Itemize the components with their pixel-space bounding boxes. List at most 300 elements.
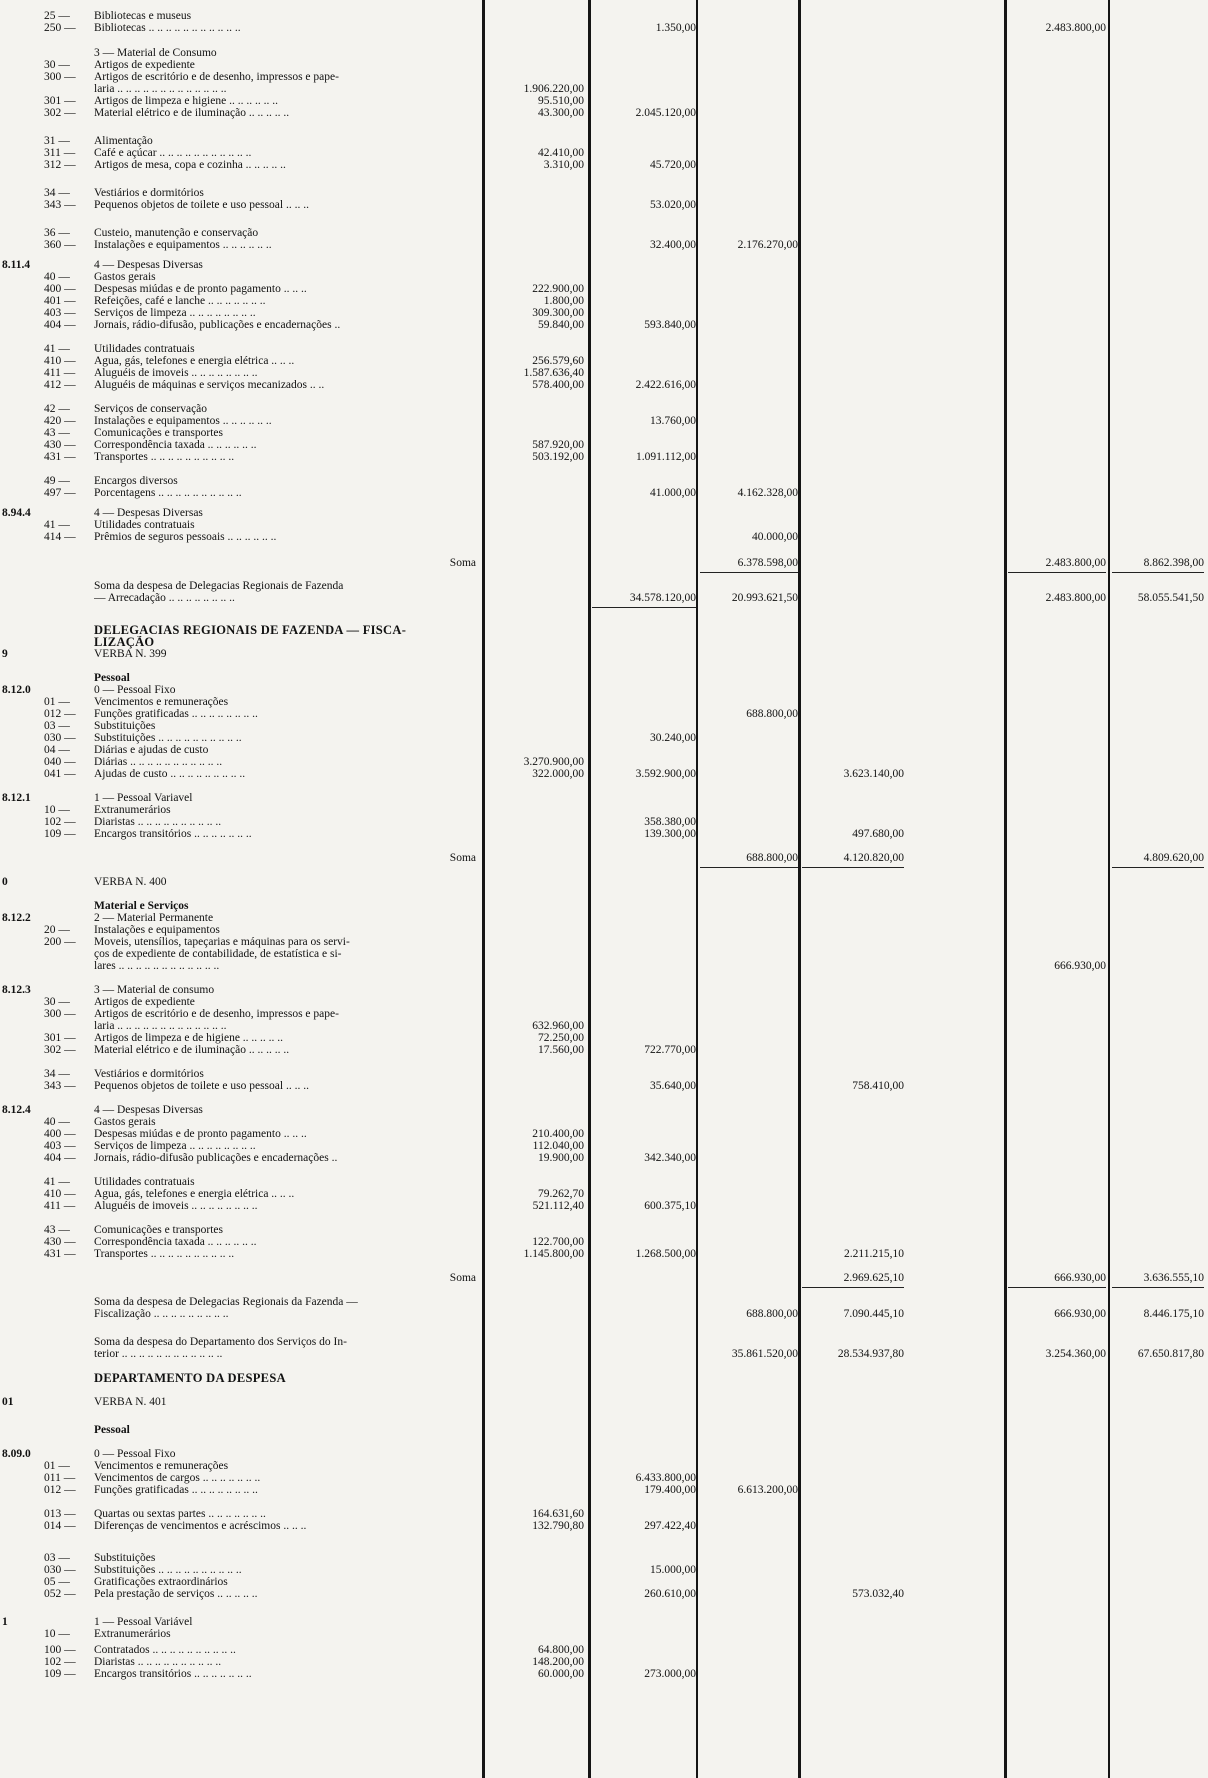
amount-c3: 4.162.328,00 [737, 487, 798, 499]
amount-c3: 40.000,00 [752, 531, 798, 543]
amount-c3: 688.800,00 [746, 1308, 798, 1320]
item-code: 43 — [44, 1224, 70, 1236]
item-description: Extranumerários [94, 804, 171, 816]
amount-c1: 43.300,00 [538, 107, 584, 119]
item-description: Substituições .. .. .. .. .. .. .. .. .. .. [94, 1564, 242, 1576]
ledger-row [0, 1308, 1208, 1321]
ledger-row [0, 159, 1208, 172]
item-description: 0 — Pessoal Fixo [94, 684, 176, 696]
item-description: VERBA N. 399 [94, 648, 167, 660]
amount-c2: 1.268.500,00 [635, 1248, 696, 1260]
item-code: 011 — [44, 1472, 76, 1484]
item-code: 01 — [44, 696, 70, 708]
amount-c2: 1.350,00 [655, 22, 696, 34]
soma-label: Soma [449, 1272, 476, 1284]
ledger-row [0, 531, 1208, 544]
item-description: Vestiários e dormitórios [94, 1068, 204, 1080]
item-code: 430 — [44, 439, 76, 451]
item-description: Comunicações e transportes [94, 427, 224, 439]
section-number: 8.94.4 [2, 507, 31, 519]
amount-c1: 210.400,00 [532, 1128, 584, 1140]
ledger-row [0, 451, 1208, 464]
item-description: Pessoal [94, 672, 130, 684]
ledger-row [0, 768, 1208, 781]
amount-c6: 58.055.541,50 [1137, 592, 1204, 604]
item-code: 410 — [44, 355, 76, 367]
amount-c1: 256.579,60 [532, 355, 584, 367]
item-description: 1 — Pessoal Variavel [94, 792, 193, 804]
amount-c3: 2.176.270,00 [737, 239, 798, 251]
item-code: 109 — [44, 828, 76, 840]
item-description: — Arrecadação .. .. .. .. .. .. .. .. [94, 592, 235, 604]
item-code: 03 — [44, 1552, 70, 1564]
item-description: Serviços de limpeza .. .. .. .. .. .. .. .. [94, 1140, 256, 1152]
ledger-row [0, 648, 1208, 661]
item-code: 404 — [44, 319, 76, 331]
item-code: 040 — [44, 756, 76, 768]
item-description: terior .. .. .. .. .. .. .. .. .. .. .. .. [94, 1348, 223, 1360]
item-description: DEPARTAMENTO DA DESPESA [94, 1372, 286, 1385]
amount-c2: 13.760,00 [650, 415, 696, 427]
item-code: 400 — [44, 283, 76, 295]
amount-c1: 72.250,00 [538, 1032, 584, 1044]
item-description: ços de expediente de contabilidade, de estatística e si- [94, 948, 342, 960]
ledger-row [0, 22, 1208, 35]
item-description: Diaristas .. .. .. .. .. .. .. .. .. .. [94, 1656, 222, 1668]
amount-c6: 8.446.175,10 [1143, 1308, 1204, 1320]
ledger-row [0, 319, 1208, 332]
amount-c5: 2.483.800,00 [1045, 22, 1106, 34]
item-code: 012 — [44, 1484, 76, 1496]
item-code: 012 — [44, 708, 76, 720]
item-description: Vestiários e dormitórios [94, 187, 204, 199]
item-description: Utilidades contratuais [94, 343, 195, 355]
amount-c1: 632.960,00 [532, 1020, 584, 1032]
item-description: Despesas miúdas e de pronto pagamento .. .. .. [94, 1128, 307, 1140]
item-description: lares .. .. .. .. .. .. .. .. .. .. .. .. [94, 960, 220, 972]
item-description: Diárias .. .. .. .. .. .. .. .. .. .. .. [94, 756, 223, 768]
item-description: 3 — Material de Consumo [94, 47, 217, 59]
total-rule [1112, 572, 1204, 573]
amount-c1: 587.920,00 [532, 439, 584, 451]
item-description: Vencimentos e remunerações [94, 1460, 229, 1472]
item-description: Extranumerários [94, 1628, 171, 1640]
item-description: 1 — Pessoal Variável [94, 1616, 193, 1628]
item-code: 013 — [44, 1508, 76, 1520]
item-description: Material elétrico e de iluminação .. .. .. .. .. [94, 1044, 290, 1056]
item-code: 05 — [44, 1576, 70, 1588]
item-description: Ajudas de custo .. .. .. .. .. .. .. .. .. [94, 768, 246, 780]
amount-c5: 2.483.800,00 [1045, 557, 1106, 569]
item-description: laria .. .. .. .. .. .. .. .. .. .. .. .. .. [94, 1020, 227, 1032]
item-description: Bibliotecas e museus [94, 10, 192, 22]
amount-c2: 3.592.900,00 [635, 768, 696, 780]
item-code: 300 — [44, 71, 76, 83]
ledger-row [0, 199, 1208, 212]
amount-c2: 593.840,00 [644, 319, 696, 331]
item-code: 431 — [44, 451, 76, 463]
section-number: 1 [2, 1616, 8, 1628]
item-description: Funções gratificadas .. .. .. .. .. .. .. .. [94, 1484, 258, 1496]
item-description: Bibliotecas .. .. .. .. .. .. .. .. .. .. .. [94, 22, 241, 34]
section-number: 8.09.0 [2, 1448, 31, 1460]
item-description: Pequenos objetos de toilete e uso pessoal .. .. .. [94, 1080, 309, 1092]
item-description: 4 — Despesas Diversas [94, 1104, 203, 1116]
item-description: Artigos de escritório e de desenho, impressos e pape- [94, 1008, 339, 1020]
item-description: Transportes .. .. .. .. .. .. .. .. .. .. [94, 1248, 235, 1260]
item-description: Pessoal [94, 1424, 130, 1436]
item-code: 10 — [44, 804, 70, 816]
item-description: Contratados .. .. .. .. .. .. .. .. .. .. [94, 1644, 236, 1656]
amount-c1: 79.262,70 [538, 1188, 584, 1200]
item-description: Pela prestação de serviços .. .. .. .. .. [94, 1588, 258, 1600]
item-description: Substituições [94, 1552, 156, 1564]
item-description: Artigos de expediente [94, 996, 195, 1008]
total-rule [802, 867, 904, 868]
item-description: Despesas miúdas e de pronto pagamento .. .. .. [94, 283, 307, 295]
amount-c5: 3.254.360,00 [1045, 1348, 1106, 1360]
item-code: 302 — [44, 107, 76, 119]
section-number: 8.12.0 [2, 684, 31, 696]
item-description: Gastos gerais [94, 271, 156, 283]
item-description: Artigos de escritório e de desenho, impressos e pape- [94, 71, 339, 83]
item-description: 3 — Material de consumo [94, 984, 215, 996]
amount-c1: 322.000,00 [532, 768, 584, 780]
item-code: 430 — [44, 1236, 76, 1248]
ledger-row [0, 852, 1208, 865]
ledger-row [0, 487, 1208, 500]
amount-c4: 497.680,00 [852, 828, 904, 840]
item-description: Substituições .. .. .. .. .. .. .. .. .. .. [94, 732, 242, 744]
amount-c6: 67.650.817,80 [1137, 1348, 1204, 1360]
item-description: 4 — Despesas Diversas [94, 507, 203, 519]
item-description: Jornais, rádio-difusão, publicações e encadernações .. [94, 319, 341, 331]
amount-c6: 4.809.620,00 [1143, 852, 1204, 864]
item-code: 400 — [44, 1128, 76, 1140]
item-code: 102 — [44, 1656, 76, 1668]
item-code: 300 — [44, 1008, 76, 1020]
item-code: 42 — [44, 403, 70, 415]
item-description: Encargos transitórios .. .. .. .. .. .. .. [94, 828, 252, 840]
item-code: 404 — [44, 1152, 76, 1164]
amount-c1: 164.631,60 [532, 1508, 584, 1520]
total-rule [700, 572, 798, 573]
item-description: Material e Serviços [94, 900, 189, 912]
item-code: 01 — [44, 1460, 70, 1472]
ledger-row [0, 1080, 1208, 1093]
item-description: Aluguéis de imoveis .. .. .. .. .. .. .. .. [94, 1200, 258, 1212]
item-code: 102 — [44, 816, 76, 828]
amount-c1: 60.000,00 [538, 1668, 584, 1680]
amount-c2: 41.000,00 [650, 487, 696, 499]
amount-c1: 1.906.220,00 [523, 83, 584, 95]
amount-c5: 666.930,00 [1054, 1272, 1106, 1284]
amount-c1: 222.900,00 [532, 283, 584, 295]
amount-c2: 15.000,00 [650, 1564, 696, 1576]
item-description: Serviços de limpeza .. .. .. .. .. .. .. .. [94, 307, 256, 319]
section-number: 8.12.3 [2, 984, 31, 996]
amount-c1: 521.112,40 [532, 1200, 584, 1212]
amount-c1: 64.800,00 [538, 1644, 584, 1656]
amount-c4: 3.623.140,00 [843, 768, 904, 780]
ledger-row [0, 1484, 1208, 1497]
amount-c4: 2.211.215,10 [844, 1248, 904, 1260]
item-code: 410 — [44, 1188, 76, 1200]
item-code: 411 — [44, 1200, 76, 1212]
ledger-row [0, 1424, 1208, 1437]
amount-c6: 8.862.398,00 [1143, 557, 1204, 569]
section-number: 8.12.4 [2, 1104, 31, 1116]
item-description: Vencimentos de cargos .. .. .. .. .. .. .. [94, 1472, 261, 1484]
item-description: Diárias e ajudas de custo [94, 744, 209, 756]
item-description: Jornais, rádio-difusão publicações e encadernações .. [94, 1152, 338, 1164]
item-description: Custeio, manutenção e conservação [94, 227, 259, 239]
total-rule [700, 867, 798, 868]
item-description: VERBA N. 401 [94, 1396, 167, 1408]
item-description: 2 — Material Permanente [94, 912, 214, 924]
amount-c1: 3.310,00 [543, 159, 584, 171]
item-code: 250 — [44, 22, 76, 34]
item-description: Agua, gás, telefones e energia elétrica .. .. .. [94, 1188, 295, 1200]
item-description: Serviços de conservação [94, 403, 208, 415]
ledger-row [0, 1044, 1208, 1057]
amount-c1: 3.270.900,00 [523, 756, 584, 768]
item-code: 41 — [44, 343, 70, 355]
total-rule [1112, 867, 1204, 868]
item-description: Comunicações e transportes [94, 1224, 224, 1236]
item-description: Soma da despesa de Delegacias Regionais da Fazenda — [94, 1296, 358, 1308]
amount-c2: 358.380,00 [644, 816, 696, 828]
item-description: Fiscalização .. .. .. .. .. .. .. .. .. [94, 1308, 229, 1320]
amount-c5: 2.483.800,00 [1045, 592, 1106, 604]
item-description: Utilidades contratuais [94, 519, 195, 531]
amount-c2: 2.045.120,00 [635, 107, 696, 119]
item-code: 497 — [44, 487, 76, 499]
ledger-row [0, 1520, 1208, 1533]
amount-c1: 132.790,80 [532, 1520, 584, 1532]
ledger-row [0, 828, 1208, 841]
ledger-row [0, 1248, 1208, 1261]
amount-c1: 1.145.800,00 [523, 1248, 584, 1260]
item-code: 411 — [44, 367, 76, 379]
item-code: 311 — [44, 147, 76, 159]
item-code: 100 — [44, 1644, 76, 1656]
item-description: Porcentagens .. .. .. .. .. .. .. .. .. .. [94, 487, 242, 499]
item-description: Café e açúcar .. .. .. .. .. .. .. .. .. .. .. [94, 147, 252, 159]
amount-c3: 6.378.598,00 [737, 557, 798, 569]
item-code: 40 — [44, 271, 70, 283]
item-code: 41 — [44, 1176, 70, 1188]
amount-c4: 573.032,40 [852, 1588, 904, 1600]
amount-c1: 112.040,00 [532, 1140, 584, 1152]
item-code: 401 — [44, 295, 76, 307]
amount-c2: 45.720,00 [650, 159, 696, 171]
amount-c3: 688.800,00 [746, 852, 798, 864]
item-description: LIZAÇÃO [94, 636, 155, 649]
amount-c2: 297.422,40 [644, 1520, 696, 1532]
amount-c2: 1.091.112,00 [636, 451, 696, 463]
amount-c3: 20.993.621,50 [731, 592, 798, 604]
item-code: 030 — [44, 1564, 76, 1576]
total-rule [1008, 1287, 1106, 1288]
amount-c4: 7.090.445,10 [843, 1308, 904, 1320]
item-description: Prêmios de seguros pessoais .. .. .. .. .. .. [94, 531, 277, 543]
ledger-row [0, 1372, 1208, 1385]
item-code: 360 — [44, 239, 76, 251]
item-code: 302 — [44, 1044, 76, 1056]
section-number: 01 [2, 1396, 14, 1408]
total-rule [592, 607, 696, 608]
ledger-row [0, 1200, 1208, 1213]
item-code: 10 — [44, 1628, 70, 1640]
item-code: 34 — [44, 1068, 70, 1080]
ledger-row [0, 1668, 1208, 1681]
item-code: 41 — [44, 519, 70, 531]
item-code: 200 — [44, 936, 76, 948]
item-description: Soma da despesa do Departamento dos Serviços do In- [94, 1336, 347, 1348]
amount-c2: 6.433.800,00 [635, 1472, 696, 1484]
item-description: Gastos gerais [94, 1116, 156, 1128]
amount-c2: 600.375,10 [644, 1200, 696, 1212]
item-code: 403 — [44, 307, 76, 319]
item-description: 0 — Pessoal Fixo [94, 1448, 176, 1460]
item-code: 030 — [44, 732, 76, 744]
item-description: DELEGACIAS REGIONAIS DE FAZENDA — FISCA- [94, 624, 407, 637]
item-description: Quartas ou sextas partes .. .. .. .. .. .. .. [94, 1508, 266, 1520]
item-code: 40 — [44, 1116, 70, 1128]
amount-c2: 2.422.616,00 [635, 379, 696, 391]
item-code: 36 — [44, 227, 70, 239]
amount-c1: 19.900,00 [538, 1152, 584, 1164]
ledger-row [0, 592, 1208, 605]
item-description: Correspondência taxada .. .. .. .. .. .. [94, 1236, 257, 1248]
item-code: 31 — [44, 135, 70, 147]
item-code: 420 — [44, 415, 76, 427]
item-code: 412 — [44, 379, 76, 391]
ledger-row [0, 1348, 1208, 1361]
item-description: Material elétrico e de iluminação .. .. .. .. .. [94, 107, 290, 119]
amount-c2: 35.640,00 [650, 1080, 696, 1092]
item-code: 312 — [44, 159, 76, 171]
item-code: 04 — [44, 744, 70, 756]
item-code: 414 — [44, 531, 76, 543]
amount-c2: 139.300,00 [644, 828, 696, 840]
item-description: Aluguéis de máquinas e serviços mecanizados .. .. [94, 379, 325, 391]
amount-c2: 34.578.120,00 [629, 592, 696, 604]
item-code: 109 — [44, 1668, 76, 1680]
item-description: Transportes .. .. .. .. .. .. .. .. .. .. [94, 451, 235, 463]
item-description: Vencimentos e remunerações [94, 696, 229, 708]
item-code: 343 — [44, 1080, 76, 1092]
item-description: Moveis, utensílios, tapeçarias e máquinas para os servi- [94, 936, 350, 948]
item-description: Funções gratificadas .. .. .. .. .. .. .. .. [94, 708, 258, 720]
item-description: Aluguéis de imoveis .. .. .. .. .. .. .. .. [94, 367, 258, 379]
item-description: Correspondência taxada .. .. .. .. .. .. [94, 439, 257, 451]
ledger-row [0, 379, 1208, 392]
item-description: 4 — Despesas Diversas [94, 259, 203, 271]
item-code: 343 — [44, 199, 76, 211]
ledger-row [0, 557, 1208, 570]
amount-c4: 2.969.625,10 [843, 1272, 904, 1284]
item-description: Artigos de expediente [94, 59, 195, 71]
ledger-row [0, 1272, 1208, 1285]
item-code: 20 — [44, 924, 70, 936]
item-description: Artigos de mesa, copa e cozinha .. .. .. .. .. [94, 159, 286, 171]
amount-c2: 273.000,00 [644, 1668, 696, 1680]
soma-label: Soma [449, 852, 476, 864]
amount-c1: 59.840,00 [538, 319, 584, 331]
section-number: 8.12.1 [2, 792, 31, 804]
ledger-row [0, 876, 1208, 889]
item-description: Refeições, café e lanche .. .. .. .. .. .. .. [94, 295, 266, 307]
section-number: 8.11.4 [2, 259, 31, 271]
soma-label: Soma [449, 557, 476, 569]
ledger-row [0, 107, 1208, 120]
item-description: Instalações e equipamentos .. .. .. .. .. .. [94, 239, 272, 251]
item-code: 25 — [44, 10, 70, 22]
item-description: Substituições [94, 720, 156, 732]
amount-c1: 122.700,00 [532, 1236, 584, 1248]
item-description: Artigos de limpeza e de higiene .. .. .. .. .. [94, 1032, 284, 1044]
item-code: 03 — [44, 720, 70, 732]
item-description: laria .. .. .. .. .. .. .. .. .. .. .. .. .. [94, 83, 227, 95]
amount-c2: 722.770,00 [644, 1044, 696, 1056]
item-description: Artigos de limpeza e higiene .. .. .. .. .. .. [94, 95, 278, 107]
item-description: Diaristas .. .. .. .. .. .. .. .. .. .. [94, 816, 222, 828]
item-code: 301 — [44, 95, 76, 107]
section-number: 8.12.2 [2, 912, 31, 924]
amount-c2: 260.610,00 [644, 1588, 696, 1600]
item-description: Alimentação [94, 135, 153, 147]
amount-c1: 503.192,00 [532, 451, 584, 463]
amount-c4: 4.120.820,00 [843, 852, 904, 864]
total-rule [1008, 572, 1106, 573]
total-rule [802, 1287, 904, 1288]
item-code: 041 — [44, 768, 76, 780]
item-description: Pequenos objetos de toilete e uso pessoal .. .. .. [94, 199, 309, 211]
ledger-row [0, 1152, 1208, 1165]
item-code: 49 — [44, 475, 70, 487]
item-description: Gratificações extraordinários [94, 1576, 228, 1588]
amount-c1: 1.587.636,40 [523, 367, 584, 379]
amount-c1: 148.200,00 [532, 1656, 584, 1668]
item-description: Instalações e equipamentos [94, 924, 220, 936]
amount-c3: 688.800,00 [746, 708, 798, 720]
item-code: 431 — [44, 1248, 76, 1260]
ledger-row [0, 1628, 1208, 1641]
amount-c3: 6.613.200,00 [737, 1484, 798, 1496]
amount-c2: 179.400,00 [644, 1484, 696, 1496]
amount-c1: 17.560,00 [538, 1044, 584, 1056]
item-description: Utilidades contratuais [94, 1176, 195, 1188]
amount-c2: 30.240,00 [650, 732, 696, 744]
amount-c5: 666.930,00 [1054, 1308, 1106, 1320]
ledger-row [0, 1588, 1208, 1601]
item-code: 014 — [44, 1520, 76, 1532]
item-code: 43 — [44, 427, 70, 439]
item-description: VERBA N. 400 [94, 876, 167, 888]
item-code: 30 — [44, 59, 70, 71]
amount-c2: 53.020,00 [650, 199, 696, 211]
item-description: Instalações e equipamentos .. .. .. .. .. .. [94, 415, 272, 427]
item-code: 403 — [44, 1140, 76, 1152]
item-description: Encargos transitórios .. .. .. .. .. .. .. [94, 1668, 252, 1680]
amount-c1: 95.510,00 [538, 95, 584, 107]
amount-c3: 35.861.520,00 [731, 1348, 798, 1360]
item-code: 301 — [44, 1032, 76, 1044]
ledger-row [0, 1396, 1208, 1409]
item-code: 34 — [44, 187, 70, 199]
